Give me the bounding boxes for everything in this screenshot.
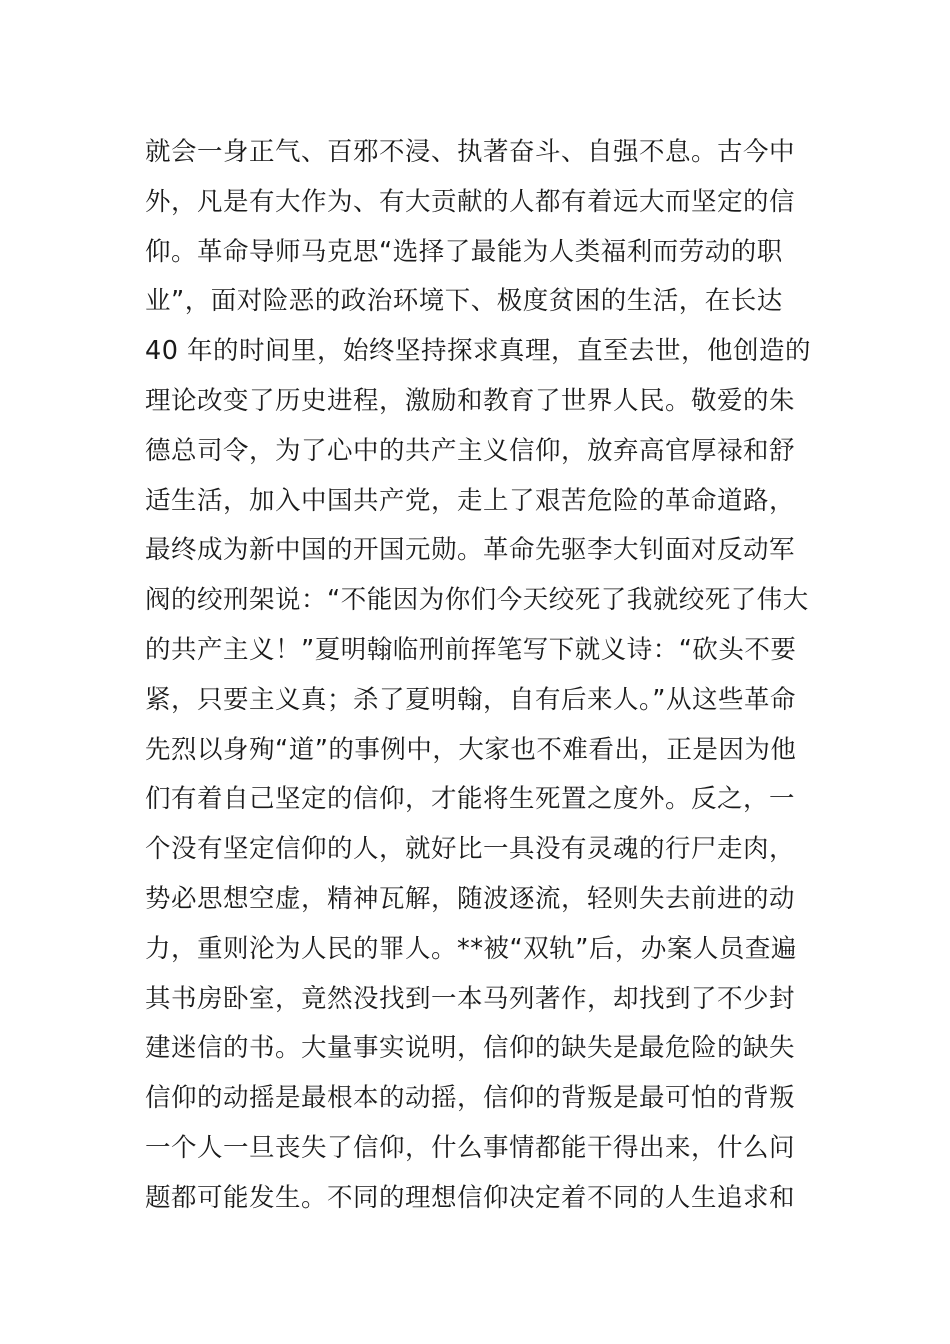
text-line: 其书房卧室，竟然没找到一本马列著作，却找到了不少封 (145, 983, 796, 1014)
text-line: 们有着自己坚定的信仰，才能将生死置之度外。反之，一 (145, 784, 796, 815)
text-line: 业”，面对险恶的政治环境下、极度贫困的生活，在长达 (145, 286, 783, 317)
text-line: 外，凡是有大作为、有大贡献的人都有着远大而坚定的信 (145, 186, 796, 217)
text-line: 德总司令，为了心中的共产主义信仰，放弃高官厚禄和舒 (145, 435, 796, 466)
text-line: 信仰的动摇是最根本的动摇，信仰的背叛是最可怕的背叛 (145, 1083, 796, 1114)
text-line: 力，重则沦为人民的罪人。**被“双轨”后，办案人员查遍 (145, 933, 797, 964)
text-line: 紧，只要主义真；杀了夏明翰，自有后来人。”从这些革命 (145, 684, 796, 715)
text-line: 仰。革命导师马克思“选择了最能为人类福利而劳动的职 (145, 236, 783, 267)
text-line: 的共产主义！”夏明翰临刑前挥笔写下就义诗：“砍头不要 (145, 634, 797, 665)
body-paragraph (145, 128, 825, 1224)
text-line: 题都可能发生。不同的理想信仰决定着不同的人生追求和 (145, 1182, 796, 1213)
text-line: 理论改变了历史进程，激励和教育了世界人民。敬爱的朱 (145, 385, 796, 416)
text-line: 建迷信的书。大量事实说明，信仰的缺失是最危险的缺失 (145, 1033, 796, 1064)
text-line: 个没有坚定信仰的人，就好比一具没有灵魂的行尸走肉， (145, 834, 796, 865)
text-line: 先烈以身殉“道”的事例中，大家也不难看出，正是因为他 (145, 734, 797, 765)
text-line: 势必思想空虚，精神瓦解，随波逐流，轻则失去前进的动 (145, 883, 796, 914)
text-line: 最终成为新中国的开国元勋。革命先驱李大钊面对反动军 (145, 535, 796, 566)
text-line: 40 年的时间里，始终坚持探求真理，直至去世，他创造的 (145, 336, 812, 367)
text-line: 一个人一旦丧失了信仰，什么事情都能干得出来，什么问 (145, 1132, 796, 1163)
text-line: 适生活，加入中国共产党，走上了艰苦危险的革命道路， (145, 485, 796, 516)
text-line: 就会一身正气、百邪不浸、执著奋斗、自强不息。古今中 (145, 137, 796, 167)
text-line: 阀的绞刑架说：“不能因为你们今天绞死了我就绞死了伟大 (145, 585, 809, 616)
